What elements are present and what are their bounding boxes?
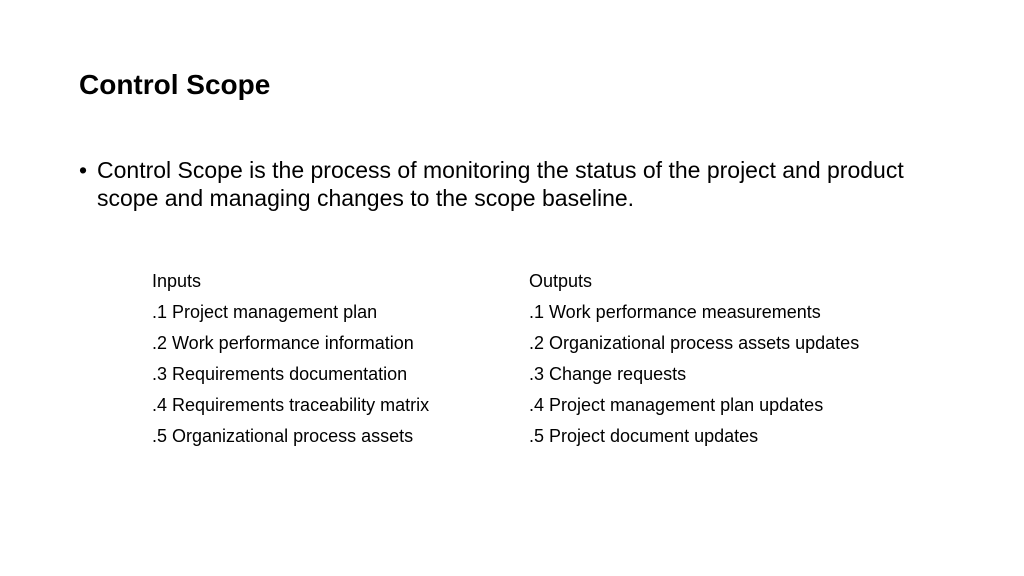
output-item: .3 Change requests (529, 364, 687, 384)
inputs-column (152, 266, 512, 452)
bullet-text: Control Scope is the process of monitoring the status of the project and product scope and managing changes to the scope baseline. (97, 157, 904, 211)
input-item: .4 Requirements traceability matrix (152, 395, 430, 415)
output-item: .5 Project document updates (529, 426, 759, 446)
outputs-heading: Outputs (529, 271, 593, 291)
input-item: .3 Requirements documentation (152, 364, 408, 384)
outputs-column (529, 266, 969, 452)
output-item: .2 Organizational process assets updates (529, 333, 860, 353)
input-item: .1 Project management plan (152, 302, 378, 322)
bullet-item (79, 156, 939, 212)
bullet-dot: • (79, 157, 88, 183)
inputs-heading: Inputs (152, 271, 202, 291)
slide-title: Control Scope (79, 69, 271, 100)
input-item: .2 Work performance information (152, 333, 414, 353)
output-item: .1 Work performance measurements (529, 302, 821, 322)
input-item: .5 Organizational process assets (152, 426, 414, 446)
output-item: .4 Project management plan updates (529, 395, 824, 415)
